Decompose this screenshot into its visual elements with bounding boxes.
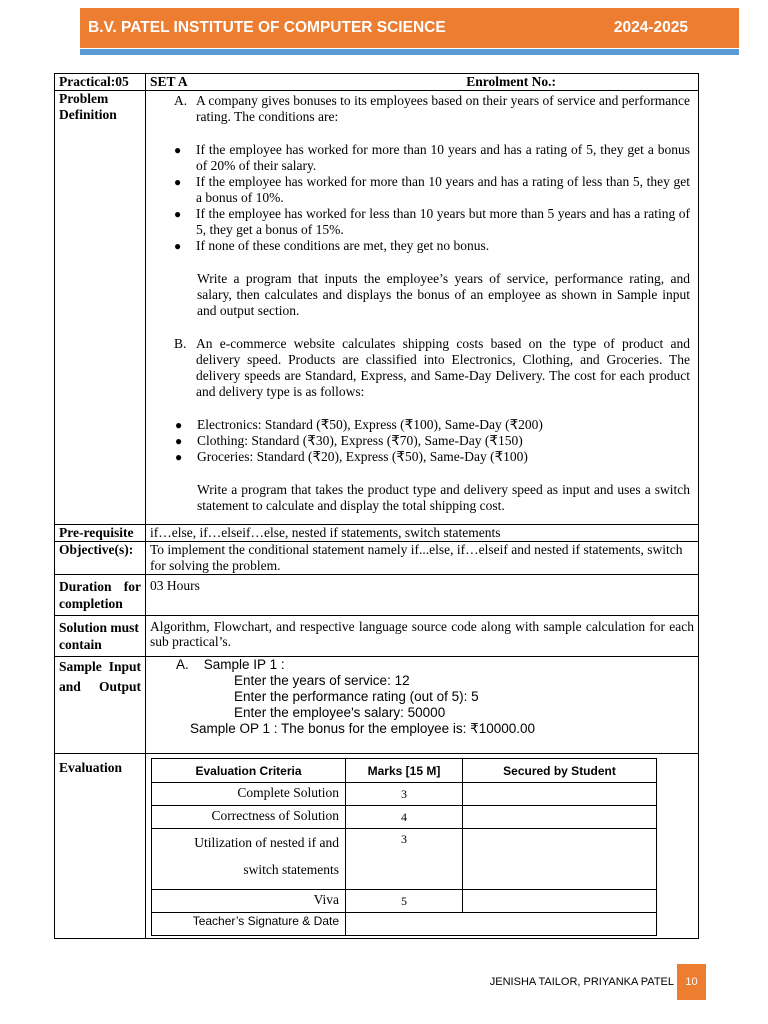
signature-field[interactable] xyxy=(346,913,657,936)
marks-cell: 5 xyxy=(346,890,463,913)
list-item: ● If none of these conditions are met, they get no bonus. xyxy=(174,238,490,253)
problem-definition xyxy=(146,91,699,525)
problem-a-task: Write a program that inputs the employee’s years of service, performance rating, and salary, then calculates and displays the bonus of an employee as shown in Sample input and output section. xyxy=(197,271,690,318)
list-item: ● Clothing: Standard (₹30), Express (₹70), Same-Day (₹150) xyxy=(175,433,523,448)
secured-cell[interactable] xyxy=(463,890,657,913)
institute-title: B.V. PATEL INSTITUTE OF COMPUTER SCIENCE xyxy=(88,19,446,36)
secured-cell[interactable] xyxy=(463,829,657,890)
criteria-cell: Viva xyxy=(152,890,346,913)
sample-ip-line: Enter the years of service: 12 xyxy=(234,673,410,688)
footer-authors: JENISHA TAILOR, PRIYANKA PATEL xyxy=(489,976,674,988)
objective-label: Objective(s): xyxy=(55,542,146,575)
list-item: ● If the employee has worked for more than 10 years and has a rating of 5, they get a bonus of 20% of their salary. xyxy=(174,142,690,173)
sample-ip-line: Enter the performance rating (out of 5): 5 xyxy=(234,689,479,704)
table-row xyxy=(152,783,657,806)
column-header: Marks [15 M] xyxy=(346,759,463,783)
evaluation-label: Evaluation xyxy=(55,754,146,939)
prerequisite-label: Pre-requisite xyxy=(55,525,146,542)
table-row xyxy=(152,806,657,829)
sample-ip-line: Enter the employee's salary: 50000 xyxy=(234,705,446,720)
sample-row xyxy=(55,657,699,754)
criteria-cell: Correctness of Solution xyxy=(152,806,346,829)
problem-a-conditions xyxy=(150,142,694,254)
practical-table xyxy=(54,73,699,939)
solution-label: Solution must contain xyxy=(55,616,146,657)
header-rule xyxy=(80,49,739,55)
problem-b-task: Write a program that takes the product type and delivery speed as input and uses a switch statement to calculate and display the total shipping cost. xyxy=(197,482,690,513)
problem-b-intro: B. An e-commerce website calculates shipping costs based on the type of product and delivery speed. Products are classified into Electronics, Clothing, and Groceries. The delivery speeds are Standard, Express, and Same-Day Delivery. The cost for each product and delivery type is as follows: xyxy=(174,336,690,399)
evaluation-header-row xyxy=(152,759,657,783)
sample-io xyxy=(146,657,699,754)
prerequisite-value: if…else, if…elseif…else, nested if statements, switch statements xyxy=(146,525,699,542)
list-item: ● If the employee has worked for less than 10 years but more than 5 years and has a rating of 5, they get a bonus of 15%. xyxy=(174,206,690,237)
column-header: Secured by Student xyxy=(463,759,657,783)
sample-ip-title: A. Sample IP 1 : xyxy=(176,657,285,672)
criteria-cell: Utilization of nested if and switch statements xyxy=(152,829,346,890)
problem-b-costs xyxy=(150,417,694,465)
signature-row xyxy=(152,913,657,936)
solution-row xyxy=(55,616,699,657)
academic-year: 2024-2025 xyxy=(613,19,688,36)
column-header: Evaluation Criteria xyxy=(152,759,346,783)
list-item: ● Electronics: Standard (₹50), Express (₹100), Same-Day (₹200) xyxy=(175,417,543,432)
objective-value: To implement the conditional statement namely if...else, if…elseif and nested if statements, switch for solving the problem. xyxy=(146,542,699,575)
signature-label: Teacher’s Signature & Date xyxy=(152,913,346,936)
duration-label: Duration for completion xyxy=(55,575,146,616)
evaluation-row xyxy=(55,754,699,939)
sample-label: Sample Input and Output xyxy=(55,657,146,754)
table-row xyxy=(152,890,657,913)
solution-value: Algorithm, Flowchart, and respective language source code along with sample calculation for each sub practical’s. xyxy=(146,616,699,657)
duration-value: 03 Hours xyxy=(146,575,699,616)
set-cell xyxy=(146,74,699,91)
problem-row xyxy=(55,91,699,525)
problem-label: Problem Definition xyxy=(55,91,146,525)
header-banner xyxy=(80,8,739,48)
evaluation-cell xyxy=(146,754,699,939)
prerequisite-row xyxy=(55,525,699,542)
secured-cell[interactable] xyxy=(463,783,657,806)
objective-row xyxy=(55,542,699,575)
list-item: ● If the employee has worked for more than 10 years and has a rating of less than 5, they get a bonus of 10%. xyxy=(174,174,690,205)
duration-row xyxy=(55,575,699,616)
problem-a-intro: A. A company gives bonuses to its employees based on their years of service and performance rating. The conditions are: xyxy=(174,93,690,124)
set-label: SET A xyxy=(150,74,188,89)
list-item: ● Groceries: Standard (₹20), Express (₹50), Same-Day (₹100) xyxy=(175,449,528,464)
enrolment-label: Enrolment No.: xyxy=(466,74,556,89)
page-number: 10 xyxy=(677,964,706,1000)
practical-row xyxy=(55,74,699,91)
marks-cell: 3 xyxy=(346,829,463,890)
evaluation-table xyxy=(151,758,657,936)
practical-number: Practical:05 xyxy=(55,74,146,91)
secured-cell[interactable] xyxy=(463,806,657,829)
marks-cell: 3 xyxy=(346,783,463,806)
criteria-cell: Complete Solution xyxy=(152,783,346,806)
sample-op-line: Sample OP 1 : The bonus for the employee is: ₹10000.00 xyxy=(190,721,536,736)
marks-cell: 4 xyxy=(346,806,463,829)
table-row xyxy=(152,829,657,890)
